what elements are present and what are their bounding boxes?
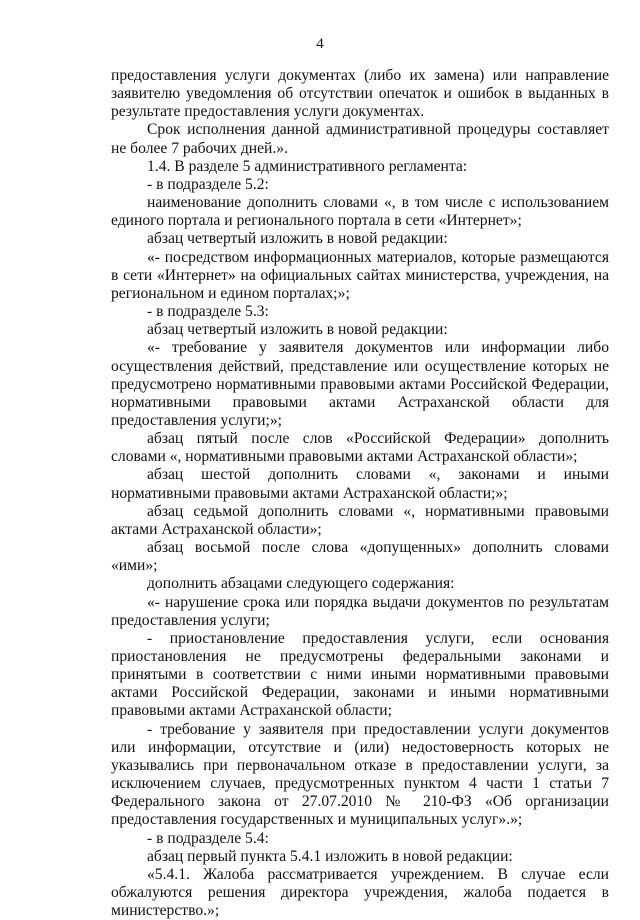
paragraph: - в подразделе 5.2:	[147, 175, 269, 193]
paragraph: - приостановление предоставления услуги, если основания приостановления не предусмотрены федеральными законами и принятыми в соответствии с ними иными нормативными правовыми актами Российской Федерации, законами и иными нормативными правовыми актами Астраханской области;	[111, 629, 609, 720]
paragraph: абзац пятый после слов «Российской Федерации» дополнить словами «, нормативными правовыми актами Астраханской области»;	[111, 430, 609, 466]
paragraph: абзац седьмой дополнить словами «, нормативными правовыми актами Астраханской области»;	[111, 502, 609, 538]
paragraph: «- требование у заявителя документов или информации либо осуществления действий, представление или осуществление которых не предусмотрено нормативными правовыми актами Российской Федерации, нормативными правовыми актами Астраханской области для предоставления услуги;»;	[111, 339, 609, 429]
paragraph: Срок исполнения данной административной процедуры составляет не более 7 рабочих дней.».	[111, 121, 609, 157]
document-body	[111, 67, 609, 920]
page-number: 4	[316, 36, 324, 52]
paragraph: 1.4. В разделе 5 административного регламента:	[147, 157, 468, 175]
paragraph: - в подразделе 5.3:	[147, 303, 269, 321]
paragraph: - в подразделе 5.4:	[147, 829, 269, 847]
paragraph: наименование дополнить словами «, в том числе с использованием единого портала и регионального портала в сети «Интернет»;	[111, 194, 609, 230]
paragraph: - требование у заявителя при предоставлении услуги документов или информации, отсутствие и (или) недостоверность которых не указывались при первоначальном отказе в предоставлении услуги, за исключением случаев, предусмотренных пунктом 4 части 1 статьи 7 Федерального закона от 27.07.2010 № 210-ФЗ «Об организации предоставления государственных и муниципальных услуг».»;	[111, 720, 609, 829]
paragraph: абзац шестой дополнить словами «, законами и иными нормативными правовыми актами Астраханской области;»;	[111, 466, 609, 502]
paragraph: абзац восьмой после слова «допущенных» дополнить словами «ими»;	[111, 539, 609, 575]
paragraph: «- нарушение срока или порядка выдачи документов по результатам предоставления услуги;	[111, 593, 609, 629]
paragraph: дополнить абзацами следующего содержания:	[147, 575, 455, 593]
paragraph: предоставления услуги документах (либо их замена) или направление заявителю уведомления об отсутствии опечаток и ошибок в выданных в результате предоставления услуги документах.	[111, 67, 609, 121]
paragraph: абзац четвертый изложить в новой редакции:	[147, 321, 448, 339]
paragraph: «- посредством информационных материалов, которые размещаются в сети «Интернет» на официальных сайтах министерства, учреждения, на региональном и едином порталах;»;	[111, 248, 609, 302]
paragraph: «5.4.1. Жалоба рассматривается учреждением. В случае если обжалуются решения директора учреждения, жалоба подается в министерство.»;	[111, 865, 609, 920]
paragraph: абзац первый пункта 5.4.1 изложить в новой редакции:	[147, 847, 513, 865]
paragraph: абзац четвертый изложить в новой редакции:	[147, 230, 448, 248]
